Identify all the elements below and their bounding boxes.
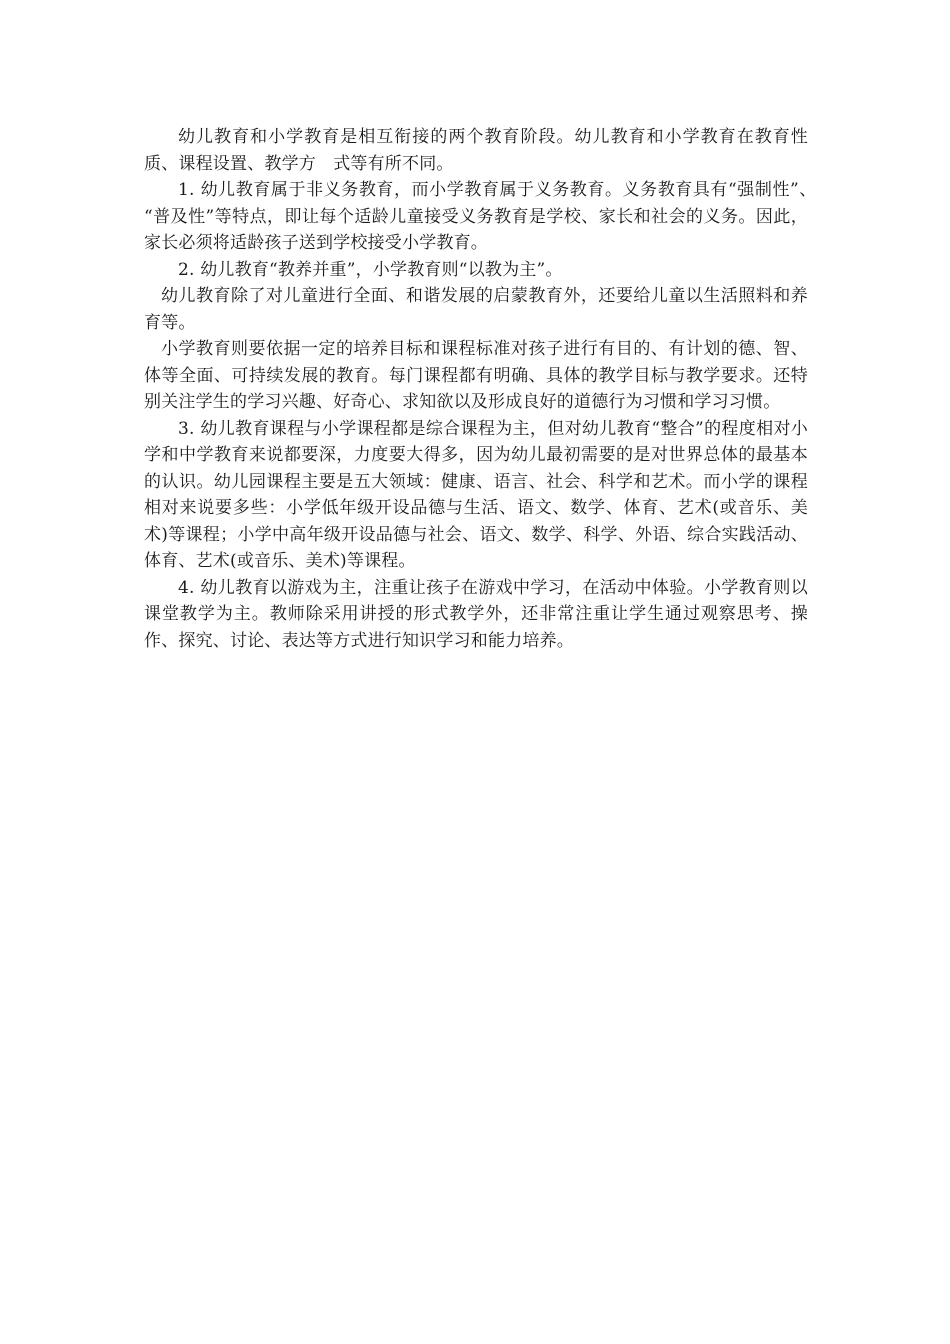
point-2-primary-paragraph: 小学教育则要依据一定的培养目标和课程标准对孩子进行有目的、有计划的德、智、体等全面、可持续发展的教育。每门课程都有明确、具体的教学目标与教学要求。还特别关注学生的学习兴趣、好奇心、求知欲以及形成良好的道德行为习惯和学习习惯。 xyxy=(144,339,808,412)
point-4-paragraph: 4. 幼儿教育以游戏为主，注重让孩子在游戏中学习，在活动中体验。小学教育则以课堂教学为主。教师除采用讲授的形式教学外，还非常注重让学生通过观察思考、操作、探究、讨论、表达等方式进行知识学习和能力培养。 xyxy=(144,577,808,651)
intro-paragraph: 幼儿教育和小学教育是相互衔接的两个教育阶段。幼儿教育和小学教育在教育性质、课程设置、教学方 式等有所不同。 xyxy=(144,127,808,174)
point-3-paragraph: 3. 幼儿教育课程与小学课程都是综合课程为主，但对幼儿教育“整合”的程度相对小学和中学教育来说都要深，力度要大得多，因为幼儿最初需要的是对世界总体的最基本的认识。幼儿园课程主要是五大领域：健康、语言、社会、科学和艺术。而小学的课程相对来说要多些：小学低年级开设品德与生活、语文、数学、体育、艺术(或音乐、美术)等课程；小学中高年级开设品德与社会、语文、数学、科学、外语、综合实践活动、体育、艺术(或音乐、美术)等课程。 xyxy=(144,418,808,571)
point-2-kindergarten-paragraph: 幼儿教育除了对儿童进行全面、和谐发展的启蒙教育外，还要给儿童以生活照料和养育等。 xyxy=(144,286,808,333)
point-2-heading: 2. 幼儿教育“教养并重”，小学教育则“以教为主”。 xyxy=(178,259,563,280)
point-1-paragraph: 1. 幼儿教育属于非义务教育，而小学教育属于义务教育。义务教育具有“强制性”、 “普及性”等特点，即让每个适龄儿童接受义务教育是学校、家长和社会的义务。因此，家长必须将适龄孩子送到学校接受小学教育。 xyxy=(144,180,826,253)
document-body xyxy=(144,124,826,654)
